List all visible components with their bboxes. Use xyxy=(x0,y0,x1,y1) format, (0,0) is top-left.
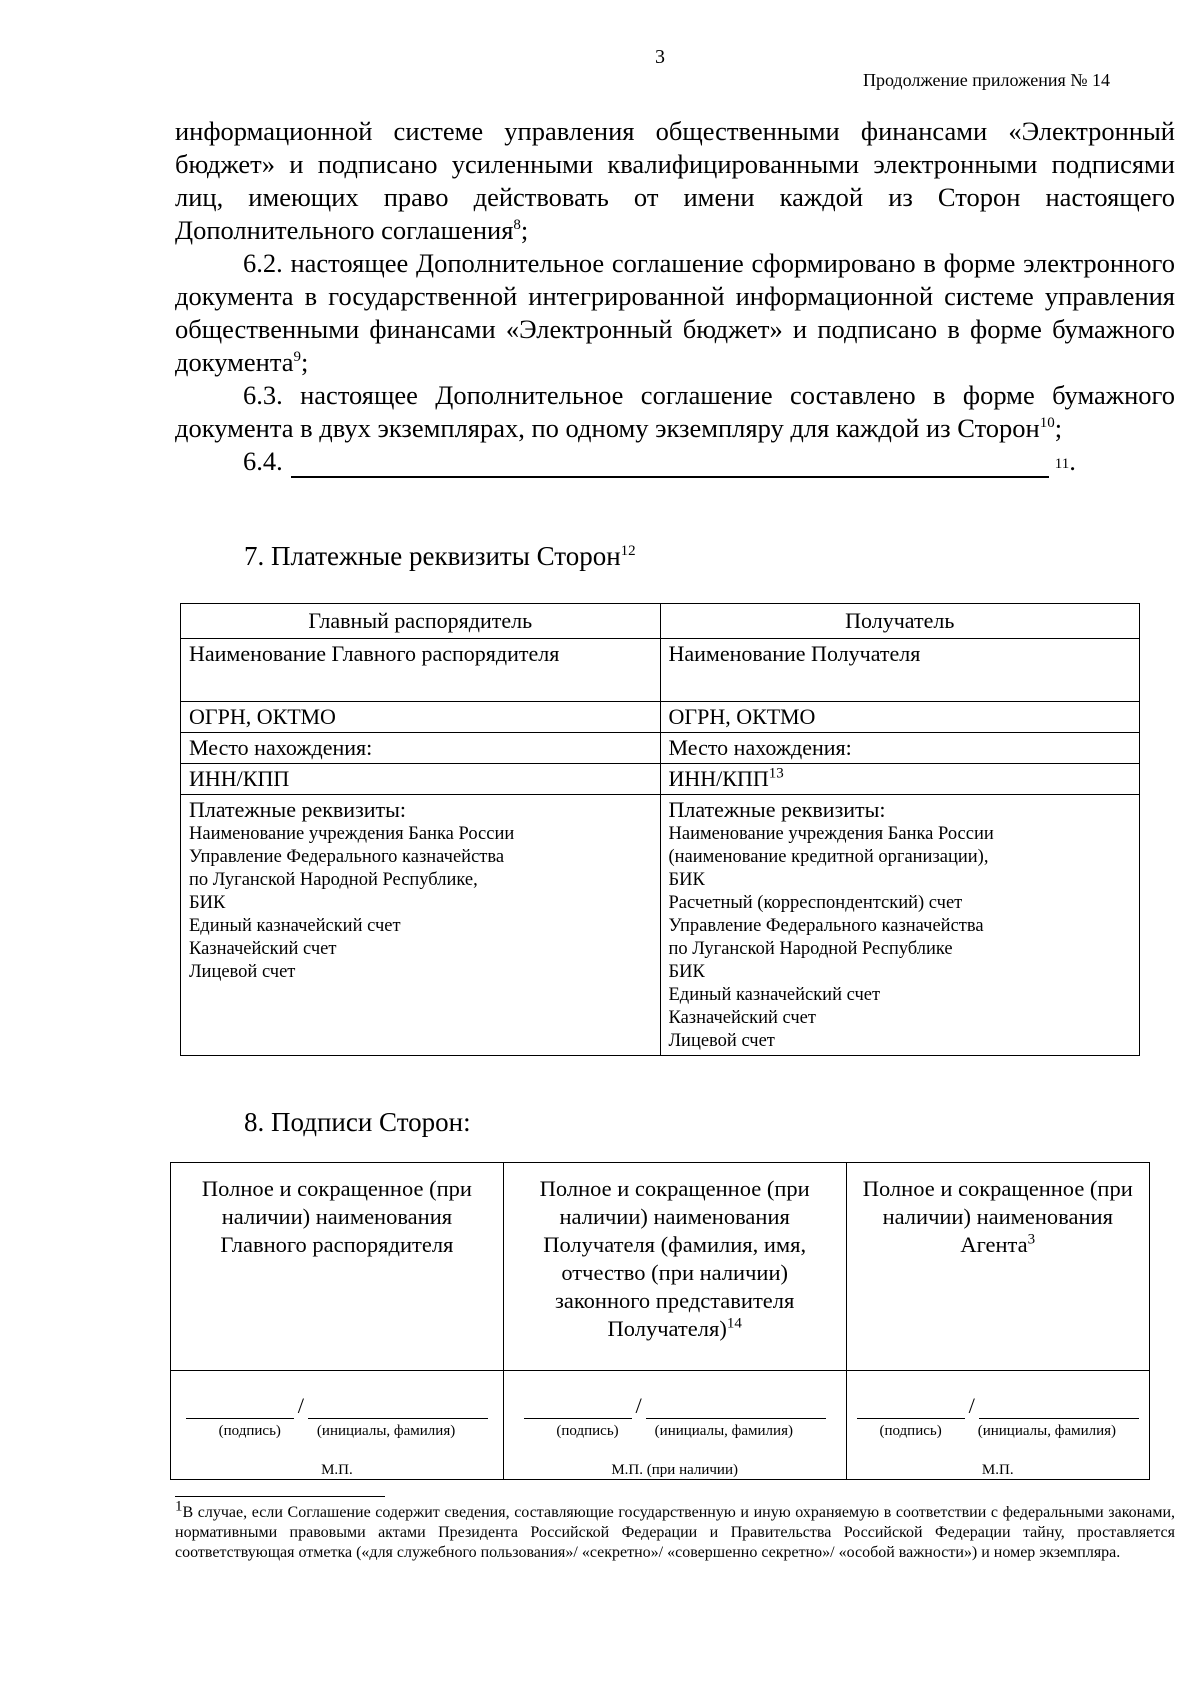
signer-main-manager: Полное и сокращенное (при наличии) наименования Главного распорядителя xyxy=(171,1163,504,1371)
clauses-block xyxy=(175,115,1175,478)
clause-6-2: 6.2. настоящее Дополнительное соглашение сформировано в форме электронного документа в государственной интегрированной информационной системе управления общественными финансами «Электронный бюджет» и подписано в форме бумажного документа$^9$; xyxy=(175,248,1175,377)
signature-block: / (подпись) (инициалы, фамилия) М.П. xyxy=(846,1371,1150,1480)
footnote-ref: 8 xyxy=(513,217,521,234)
footnote-ref: 9 xyxy=(293,349,302,366)
footnote-ref: 10 xyxy=(1039,415,1055,432)
column-header: Главный распорядитель xyxy=(181,604,661,639)
continuation-label: Продолжение приложения № 14 xyxy=(862,70,1110,90)
footnote-number: 1 xyxy=(175,1498,183,1515)
payment-details-table xyxy=(180,603,1140,1056)
recipient-name: Наименование Получателя xyxy=(660,639,1140,702)
signer-agent: Полное и сокращенное (при наличии) наименования Агента$^3$ xyxy=(846,1163,1150,1371)
main-manager-inn: ИНН/КПП xyxy=(181,764,661,795)
main-manager-payment: Платежные реквизиты: Наименование учреждения Банка России Управление Федерального казначейства по Луганской Народной Республике, БИК Единый казначейский счет Казначейский счет Лицевой счет xyxy=(181,795,661,1056)
fill-in-blank xyxy=(291,450,1049,478)
signature-block: / (подпись) (инициалы, фамилия) М.П. (при наличии) xyxy=(503,1371,846,1480)
stamp-label: М.П. xyxy=(321,1462,353,1478)
column-header: Получатель xyxy=(660,604,1140,639)
payment-lines: Наименование учреждения Банка России (наименование кредитной организации), БИК Расчетный (корреспондентский) счет Управление Федерального казначейства по Луганской Народной Республике БИК Единый казначейский счет Казначейский счет Лицевой счет xyxy=(668,824,994,1051)
clause-6-1-tail: информационной системе управления общественными финансами «Электронный бюджет» и подписано усиленными квалифицированными электронными подписями лиц, имеющих право действовать от имени каждой из Сторон настоящего Дополнительного соглашения$^8$; xyxy=(175,116,1175,245)
recipient-location: Место нахождения: xyxy=(660,733,1140,764)
recipient-ogrn: ОГРН, ОКТМО xyxy=(660,702,1140,733)
stamp-label: М.П. xyxy=(981,1462,1014,1478)
section-7-title: 7. Платежные реквизиты Сторон$^{12}$ xyxy=(244,541,636,571)
clause-6-3: 6.3. настоящее Дополнительное соглашение составлено в форме бумажного документа в двух экземплярах, по одному экземпляру для каждой из Сторон$^{10}$; xyxy=(175,380,1175,443)
section-8-title: 8. Подписи Сторон: xyxy=(244,1107,471,1137)
clause-6-4: 6.4. $^{11}$ . xyxy=(243,446,1076,476)
signature-line xyxy=(524,1398,632,1419)
signatures-table xyxy=(170,1162,1150,1480)
signature-line xyxy=(857,1398,965,1419)
page-number: 3 xyxy=(655,46,665,68)
payment-lines: Наименование учреждения Банка России Управление Федерального казначейства по Луганской Народной Республике, БИК Единый казначейский счет Казначейский счет Лицевой счет xyxy=(189,824,515,982)
name-line xyxy=(308,1398,488,1419)
recipient-inn: ИНН/КПП$^{13}$ xyxy=(660,764,1140,795)
name-line xyxy=(646,1398,826,1419)
footnote-divider xyxy=(175,1496,385,1497)
name-line xyxy=(979,1398,1139,1419)
stamp-label: М.П. (при наличии) xyxy=(611,1462,738,1478)
main-manager-ogrn: ОГРН, ОКТМО xyxy=(181,702,661,733)
main-manager-name: Наименование Главного распорядителя xyxy=(181,639,661,702)
signature-block: / (подпись) (инициалы, фамилия) М.П. xyxy=(171,1371,504,1480)
signature-line xyxy=(186,1398,294,1419)
signer-recipient: Полное и сокращенное (при наличии) наименования Получателя (фамилия, имя, отчество (при наличии) законного представителя Получателя)$^{14}$ xyxy=(503,1163,846,1371)
footnote: $^1$В случае, если Соглашение содержит сведения, составляющие государственную и иную охраняемую в соответствии с федеральными законами, нормативными правовыми актами Президента Российской Федерации и Правительства Российской Федерации тайну, проставляется соответствующая отметка («для служебного пользования»/ «секретно»/ «совершенно секретно»/ «особой важности») и номер экземпляра. xyxy=(175,1498,1175,1561)
recipient-payment: Платежные реквизиты: Наименование учреждения Банка России (наименование кредитной организации), БИК Расчетный (корреспондентский) счет Управление Федерального казначейства по Луганской Народной Республике БИК Единый казначейский счет Казначейский счет Лицевой счет xyxy=(660,795,1140,1056)
main-manager-location: Место нахождения: xyxy=(181,733,661,764)
